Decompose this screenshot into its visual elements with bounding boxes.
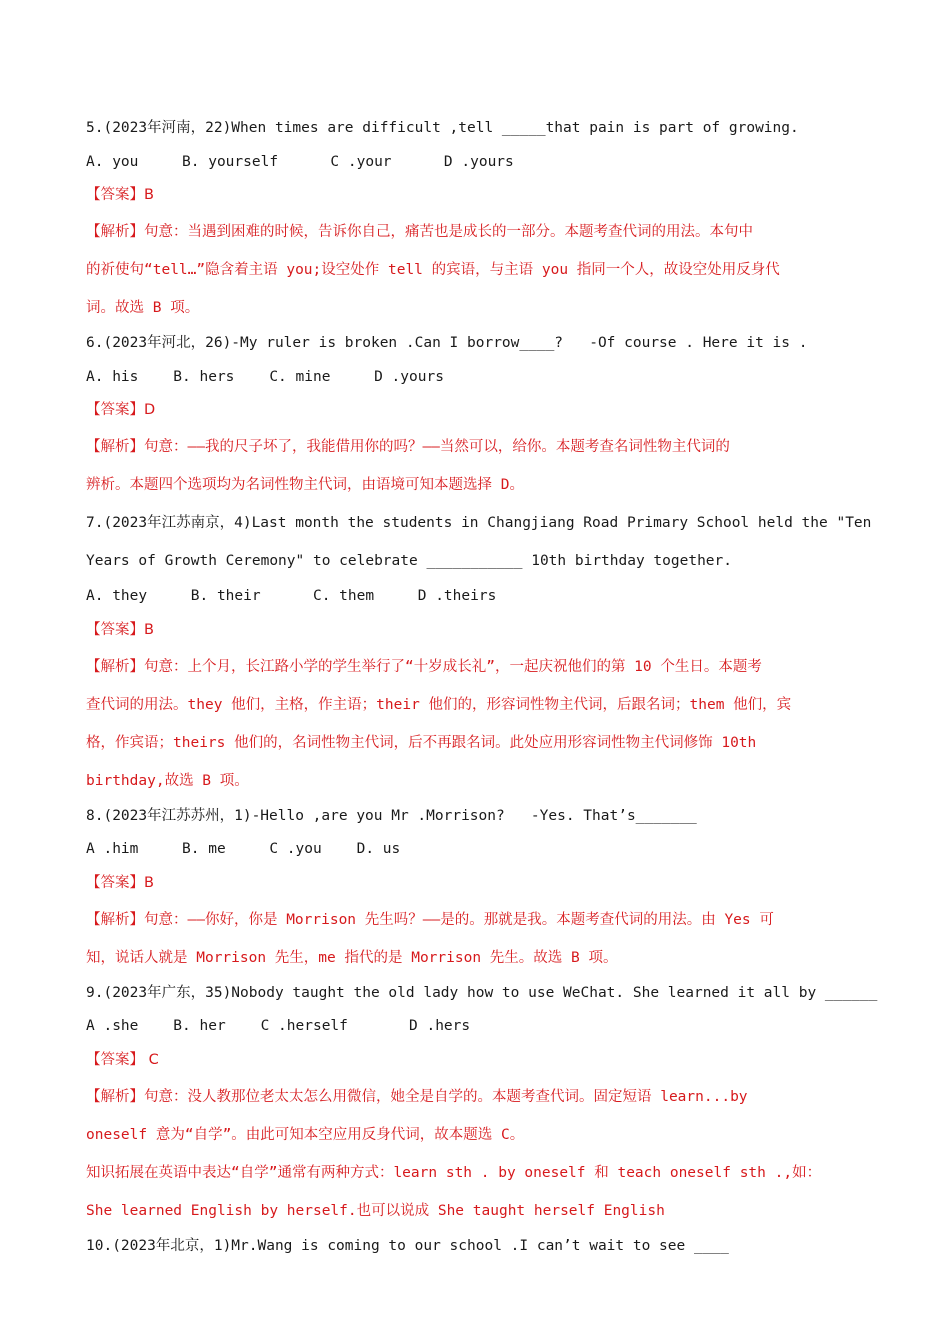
- analysis-line: She learned English by herself.也可以说成 She taught herself English: [86, 1202, 665, 1219]
- answer: 【答案】B: [86, 621, 154, 638]
- question-10: [86, 1230, 872, 1264]
- question-text: 10.(2023年北京，1)Mr.Wang is coming to our school .I can’t wait to see ____: [86, 1237, 729, 1254]
- analysis-line: 【解析】句意：——我的尺子坏了，我能借用你的吗？——当然可以，给你。本题考查名词性物主代词的: [86, 439, 730, 456]
- analysis-line: 词。故选 B 项。: [86, 300, 200, 317]
- options: A .she B. her C .herself D .hers: [86, 1018, 471, 1035]
- analysis-line: 辨析。本题四个选项均为名词性物主代词，由语境可知本题选择 D。: [86, 477, 524, 494]
- analysis-line: 知识拓展在英语中表达“自学”通常有两种方式：learn sth . by oneself 和 teach oneself sth .,如：: [86, 1164, 822, 1181]
- document-page: [86, 112, 878, 1263]
- question-text: 7.(2023年江苏南京，4)Last month the students in Changjiang Road Primary School held the "Ten: [86, 515, 872, 532]
- question-text: 6.(2023年河北，26)-My ruler is broken .Can I borrow____? -Of course . Here it is .: [86, 335, 808, 352]
- analysis-line: birthday,故选 B 项。: [86, 772, 249, 789]
- question-9: [86, 977, 878, 1230]
- options: A. you B. yourself C .your D .yours: [86, 153, 514, 170]
- question-8: [86, 800, 872, 977]
- analysis-line: oneself 意为“自学”。由此可知本空应用反身代词，故本题选 C。: [86, 1126, 525, 1143]
- analysis-line: 【解析】句意：——你好，你是 Morrison 先生吗？——是的。那就是我。本题考查代词的用法。由 Yes 可: [86, 911, 774, 928]
- question-text: 9.(2023年广东，35)Nobody taught the old lady how to use WeChat. She learned it all by ______: [86, 984, 878, 1001]
- question-7: [86, 504, 872, 799]
- analysis-line: 【解析】句意：上个月，长江路小学的学生举行了“十岁成长礼”，一起庆祝他们的第 10 个生日。本题考: [86, 658, 762, 675]
- analysis-line: 【解析】句意：当遇到困难的时候，告诉你自己，痛苦也是成长的一部分。本题考查代词的用法。本句中: [86, 224, 753, 241]
- question-text: 8.(2023年江苏苏州，1)-Hello ,are you Mr .Morrison? -Yes. That’s_______: [86, 807, 697, 824]
- answer: 【答案】B: [86, 187, 154, 204]
- analysis-line: 知，说话人就是 Morrison 先生，me 指代的是 Morrison 先生。故选 B 项。: [86, 949, 618, 966]
- options: A. they B. their C. them D .theirs: [86, 588, 497, 605]
- question-5: [86, 112, 872, 327]
- options: A. his B. hers C. mine D .yours: [86, 368, 444, 385]
- analysis-line: 【解析】句意：没人教那位老太太怎么用微信，她全是自学的。本题考查代词。固定短语 learn...by: [86, 1088, 748, 1105]
- question-6: [86, 327, 872, 504]
- question-text: Years of Growth Ceremony" to celebrate ___________ 10th birthday together.: [86, 553, 733, 570]
- answer: 【答案】B: [86, 874, 154, 891]
- options: A .him B. me C .you D. us: [86, 841, 401, 858]
- analysis-line: 的祈使句“tell…”隐含着主语 you;设空处作 tell 的宾语，与主语 you 指同一个人，故设空处用反身代: [86, 262, 780, 279]
- answer: 【答案】 C: [86, 1051, 159, 1068]
- analysis-line: 查代词的用法。they 他们，主格，作主语；their 他们的，形容词性物主代词，后跟名词；them 他们，宾: [86, 696, 792, 713]
- question-text: 5.(2023年河南，22)When times are difficult ,tell _____that pain is part of growing.: [86, 120, 799, 136]
- answer: 【答案】D: [86, 402, 156, 419]
- analysis-line: 格，作宾语；theirs 他们的，名词性物主代词，后不再跟名词。此处应用形容词性物主代词修饰 10th: [86, 734, 757, 751]
